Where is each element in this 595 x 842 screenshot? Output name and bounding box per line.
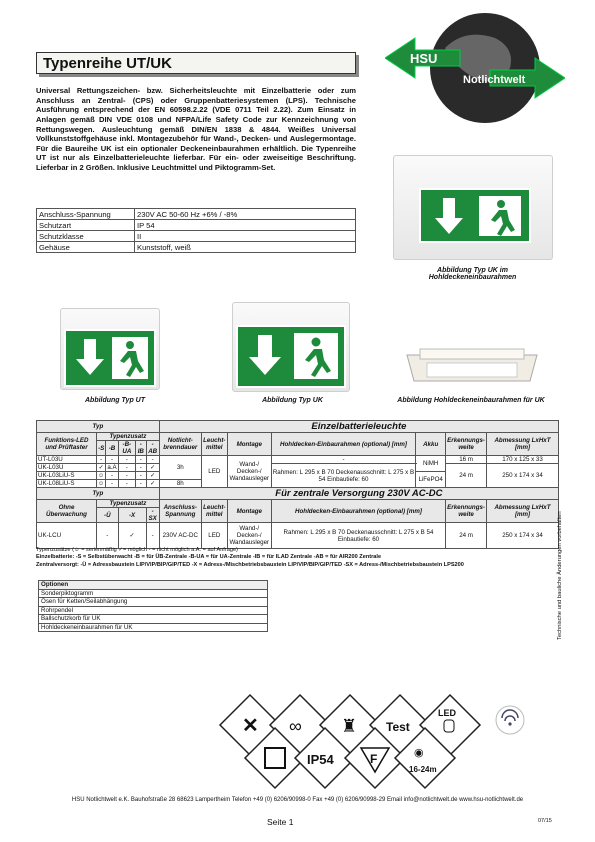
th-anschluss: Anschluss-Spannung [159, 500, 201, 523]
spec-label: Gehäuse [37, 242, 135, 253]
cell-hohl: Rahmen: L 295 x B 70 Deckenausschnitt: L 275 x B 54 Einbautiefe: 60 [271, 464, 415, 488]
cell-hohl: Rahmen: L 295 x B 70 Deckenausschnitt: L 275 x B 54 Einbautiefe: 60 [271, 523, 445, 549]
cell-akku: LiFePO4 [416, 472, 446, 488]
th-akku: Akku [416, 433, 446, 456]
cell-led: LED [201, 523, 227, 549]
f-mark-icon: F [370, 752, 378, 766]
product-table [36, 420, 559, 549]
cell: - [146, 456, 159, 464]
table-row [37, 464, 559, 472]
page-title: Typenreihe UT/UK [36, 52, 356, 74]
th-montage: Montage [227, 433, 271, 456]
cell-weite: 24 m [446, 464, 487, 488]
cell-akku: NiMH [416, 456, 446, 472]
cell: - [136, 464, 147, 472]
eye-icon: ◉ [414, 747, 424, 759]
led-icon: LED [438, 708, 456, 718]
cell: - [118, 472, 135, 480]
note-line: Zentralversorgt: -Ü = Adressbaustein LIP/VIP/BIP/GIP/TED -X = Adress-/Mischbetriebsbaustein LIP/VIP/BIP/GIP/TED -SX = Adress-/Mischbetriebsbaustein LPS200 [36, 561, 464, 568]
th-erkennung2: Erkennungs-weite [446, 500, 487, 523]
cell: ☺ [98, 472, 105, 479]
th-b: -B [106, 441, 118, 456]
th-notlicht: Notlicht-brenndauer [159, 433, 201, 456]
spec-row [37, 231, 356, 242]
caption-uk: Abbildung Typ UK [262, 397, 323, 404]
th-typenzusatz2: Typenzusatz [97, 500, 160, 508]
th-hohldecken2: Hohldecken-Einbaurahmen (optional) [mm] [271, 500, 445, 523]
cell-dim: 250 x 174 x 34 [487, 523, 559, 549]
option-item: Ösen für Ketten/Seilabhängung [39, 598, 268, 607]
hsu-logo [385, 8, 565, 128]
legend-notes [36, 547, 559, 569]
th-section1: Einzelbatterieleuchte [159, 421, 558, 433]
spec-row [37, 209, 356, 220]
cell: - [118, 480, 135, 488]
caption-uk-ceiling: Abbildung Typ UK im Hohldeckeneinbaurahmen [428, 267, 517, 281]
owl-icon: ♜ [341, 716, 358, 736]
th-abmessung: Abmessung LxHxT [mm] [487, 433, 559, 456]
options-table [38, 580, 268, 632]
cell-dim: 170 x 125 x 33 [487, 456, 559, 464]
binoculars-icon: ∞ [289, 716, 302, 736]
cell: - [106, 480, 118, 488]
option-item: Rohrpendel [39, 606, 268, 615]
cell: - [97, 456, 106, 464]
th-leuchtmittel2: Leucht-mittel [201, 500, 227, 523]
spec-label: Schutzklasse [37, 231, 135, 242]
th-ib: -IB [136, 441, 147, 456]
cell: ✓ [118, 523, 146, 549]
cell: - [136, 472, 147, 480]
cell: - [97, 523, 119, 549]
table-row [37, 523, 559, 549]
th-hohldecken: Hohldecken-Einbaurahmen (optional) [mm] [271, 433, 415, 456]
cell: - [118, 464, 135, 472]
note-line: Einzelbatterie: -S = Selbstüberwacht -B = für ÜB-Zentrale -B-UA = für UA-Zentrale -IB = für ILAD Zentrale -AB = für AIR200 Zentrale [36, 554, 382, 561]
cell-typ: UK-L03LiU-S [37, 472, 97, 480]
spec-value: IP 54 [135, 220, 356, 231]
caption-ut: Abbildung Typ UT [84, 397, 145, 404]
cell-led: LED [201, 456, 227, 488]
spec-label: Anschluss-Spannung [37, 209, 135, 220]
th-x: -X [118, 508, 146, 523]
cell-montage: Wand-/ Decken-/ Wandausleger [227, 456, 271, 488]
th-ab: -AB [146, 441, 159, 456]
cell: - [146, 523, 159, 549]
cell: - [106, 472, 118, 480]
th-leuchtmittel: Leucht-mittel [201, 433, 227, 456]
cell-typ: UK-L03U [37, 464, 97, 472]
option-item: Hohldeckeneinbaurahmen für UK [39, 623, 268, 632]
table-row [37, 456, 559, 464]
cell: a.A [107, 464, 117, 471]
th-s: -S [97, 441, 106, 456]
spec-table [36, 208, 356, 253]
caption-frame: Abbildung Hohldeckeneinbaurahmen für UK [397, 397, 545, 404]
th-funktion: Funktions-LED und Prüftaster [37, 433, 97, 456]
photo-frame [402, 345, 542, 385]
spec-label: Schutzart [37, 220, 135, 231]
cell-duration: 3h [159, 456, 201, 480]
side-disclaimer: Technische und bauliche Änderungen vorbehalten [557, 511, 563, 640]
th-bua: -B-UA [118, 441, 135, 456]
cell: - [118, 456, 135, 464]
logo-text-notlichtwelt: Notlichtwelt [463, 74, 526, 86]
cell-weite: 16 m [446, 456, 487, 464]
feature-icons [215, 690, 545, 795]
cell-dim: 250 x 174 x 34 [487, 464, 559, 488]
no-tools-icon: ✕ [242, 715, 259, 737]
photo-ut [60, 308, 160, 390]
cell: ✓ [146, 480, 159, 488]
th-erkennung: Erkennungs-weite [446, 433, 487, 456]
cell: ☺ [98, 480, 105, 487]
options-header: Optionen [39, 581, 268, 590]
th-section2: Für zentrale Versorgung 230V AC-DC [159, 488, 558, 500]
th-typ: Typ [37, 421, 160, 433]
spec-row [37, 242, 356, 253]
note-line: Typenzusätze (☺ = serienmäßig ✓= möglich - = nicht möglich a.A. = auf Anfrage) [36, 547, 238, 553]
th-typenzusatz: Typenzusatz [97, 433, 160, 441]
photo-uk [232, 302, 350, 392]
cell-typ: UT-L03U [37, 456, 97, 464]
range-icon: 16-24m [409, 765, 437, 774]
th-typ2: Typ [37, 488, 160, 500]
cell: - [136, 480, 147, 488]
ip54-icon: IP54 [307, 752, 334, 767]
option-item: Ballschutzkorb für UK [39, 615, 268, 624]
spec-value: Kunststoff, weiß [135, 242, 356, 253]
spec-row [37, 220, 356, 231]
cell-duration: 8h [159, 480, 201, 488]
spec-value: 230V AC 50-60 Hz +6% / -8% [135, 209, 356, 220]
cell: - [136, 456, 147, 464]
th-montage2: Montage [227, 500, 271, 523]
print-date: 07/15 [538, 818, 552, 824]
photo-uk-ceiling [393, 155, 553, 260]
cell-montage: Wand-/ Decken-/ Wandausleger [227, 523, 271, 549]
cell: - [106, 456, 118, 464]
spec-value: II [135, 231, 356, 242]
cell: ✓ [146, 464, 159, 472]
th-abmessung2: Abmessung LxHxT [mm] [487, 500, 559, 523]
cell-spannung: 230V AC-DC [159, 523, 201, 549]
test-icon: Test [386, 720, 410, 734]
footer-address: HSU Notlichtwelt e.K. Bauhofstraße 28 68623 Lampertheim Telefon +49 (0) 6206/90998-0 Fax +49 (0) 6206/90998-29 Email info@notlichtwelt.de www.hsu-notlichtwelt.de [71, 797, 524, 803]
logo-text-hsu: HSU [410, 51, 438, 66]
cell-weite: 24 m [446, 523, 487, 549]
intro-text: Universal Rettungszeichen- bzw. Sicherheitsleuchte mit Einzelbatterie oder zum Anschluss an Zentral- (CPS) oder Gruppenbatteriesystemen (LPS). Technische Ausführung entsprechend der EN 60598.2.22 (VDE 0711 Teil 2.22). Zum Einsatz in Anlagen gemäß DIN VDE 0108 und NFPA/Life Safety Code zur Kennzeichnung von Rettungswegen. Ausleuchtung gemäß DIN/EN 1838 & 4844. Weißes Universal Vollkunststoffgehäuse inkl. Montagezubehör für Wand-, Decken- und Auslegermontage. Für die Baureihe UK ist ein optionaler Deckeneinbaurahmen erhältlich. Die Typenreihe UT ist nur als Einzelbatterieleuchte lieferbar. Für ein- oder zweiseitige Beschriftung. Lieferbar in 2 Größen. Inklusive Leuchtmittel und Piktogramm-Set. [36, 86, 356, 173]
cell: ✓ [146, 472, 159, 480]
th-ohne: Ohne Überwachung [37, 500, 97, 523]
page-number: Seite 1 [267, 817, 294, 827]
cell: ✓ [97, 464, 106, 472]
cell-typ: UK-L08LiU-S [37, 480, 97, 488]
cell-typ: UK-LCU [37, 523, 97, 549]
th-sx: -SX [146, 508, 159, 523]
option-item: Sonderpiktogramm [39, 589, 268, 598]
th-u: -Ü [97, 508, 119, 523]
cell-hohl: - [271, 456, 415, 464]
